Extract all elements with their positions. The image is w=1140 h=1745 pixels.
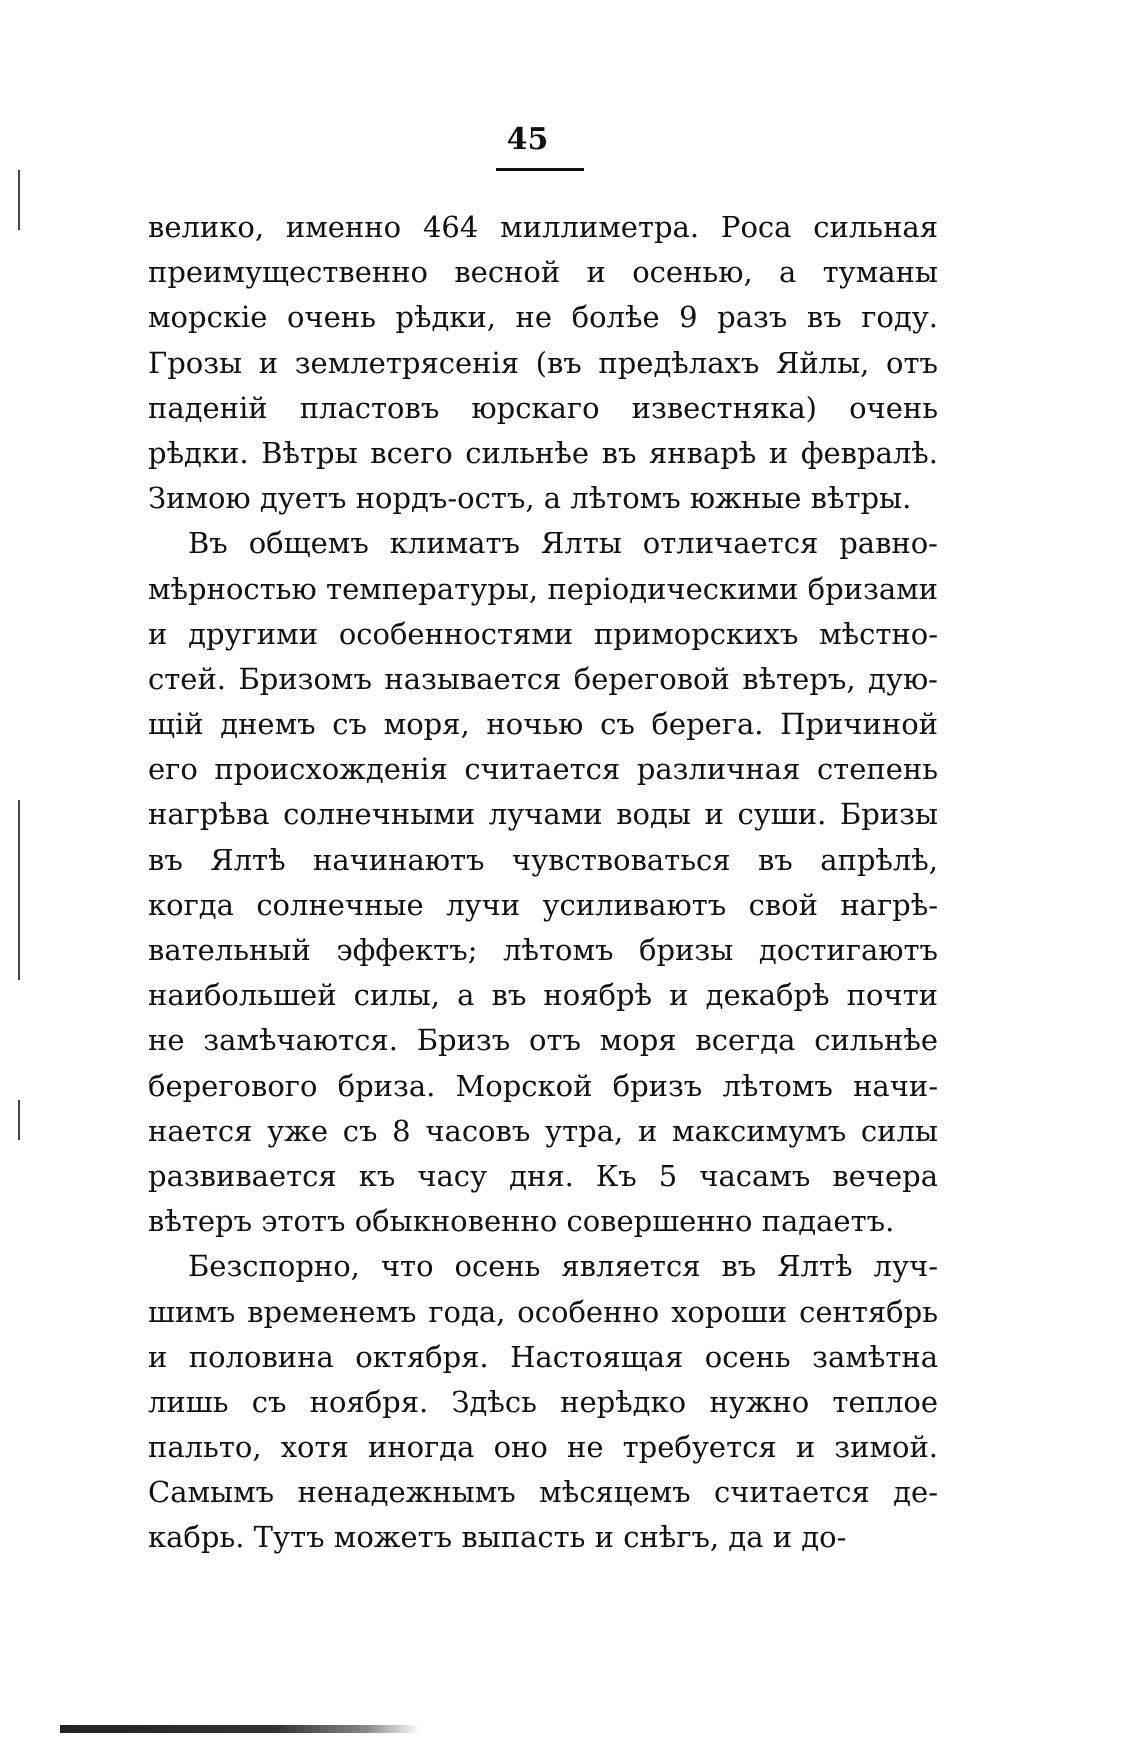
text-line: Грозы и землетрясенія (въ предѣлахъ Яйлы, отъ bbox=[148, 345, 938, 380]
text-line: преимущественно весной и осенью, а туманы bbox=[148, 255, 938, 290]
text-line: когда солнечные лучи усиливаютъ свой нагрѣ- bbox=[148, 887, 938, 922]
text-line: паденій пластовъ юрскаго известняка) очень bbox=[148, 390, 938, 425]
text-line: въ Ялтѣ начинаютъ чувствоваться въ апрѣлѣ, bbox=[148, 842, 938, 877]
scan-margin-mark bbox=[18, 800, 20, 980]
text-line: развивается къ часу дня. Къ 5 часамъ вечера bbox=[148, 1158, 938, 1193]
text-line: Зимою дуетъ нордъ-остъ, а лѣтомъ южные вѣтры. bbox=[148, 481, 912, 516]
paragraph bbox=[148, 1244, 938, 1560]
paragraph bbox=[148, 205, 938, 521]
text-line: пальто, хотя иногда оно не требуется и зимой. bbox=[148, 1430, 938, 1465]
text-line: рѣдки. Вѣтры всего сильнѣе въ январѣ и февралѣ. bbox=[148, 435, 938, 470]
text-line: вѣтеръ этотъ обыкновенно совершенно падаетъ. bbox=[148, 1204, 895, 1239]
text-line: кабрь. Тутъ можетъ выпасть и снѣгъ, да и до- bbox=[148, 1520, 847, 1555]
text-line: Безспорно, что осень является въ Ялтѣ луч- bbox=[188, 1249, 938, 1284]
text-line: морскіе очень рѣдки, не болѣе 9 разъ въ году. bbox=[148, 300, 938, 335]
text-line: Самымъ ненадежнымъ мѣсяцемъ считается де- bbox=[148, 1475, 938, 1510]
text-line: Въ общемъ климатъ Ялты отличается равно- bbox=[188, 526, 938, 561]
text-line: лишь съ ноября. Здѣсь нерѣдко нужно теплое bbox=[148, 1384, 938, 1419]
text-line: и другими особенностями приморскихъ мѣстно- bbox=[148, 616, 938, 651]
text-line: его происхожденія считается различная степень bbox=[148, 752, 938, 787]
body-text bbox=[148, 205, 938, 1561]
text-line: не замѣчаются. Бризъ отъ моря всегда сильнѣе bbox=[148, 1023, 938, 1058]
text-line: велико, именно 464 миллиметра. Роса сильная bbox=[148, 210, 938, 244]
scan-margin-mark bbox=[18, 1100, 20, 1140]
scan-margin-mark bbox=[18, 170, 20, 230]
page-number: 45 bbox=[506, 122, 549, 157]
paragraph bbox=[148, 521, 938, 1244]
text-line: нается уже съ 8 часовъ утра, и максимумъ силы bbox=[148, 1113, 938, 1148]
text-line: и половина октября. Настоящая осень замѣтна bbox=[148, 1339, 938, 1374]
text-line: мѣрностью температуры, періодическими бризами bbox=[148, 571, 938, 606]
text-line: берегового бриза. Морской бризъ лѣтомъ начи- bbox=[148, 1068, 938, 1103]
scan-bottom-edge bbox=[60, 1725, 420, 1733]
text-line: шимъ временемъ года, особенно хороши сентябрь bbox=[148, 1294, 938, 1329]
text-line: нагрѣва солнечными лучами воды и суши. Бризы bbox=[148, 797, 938, 832]
text-line: наибольшей силы, а въ ноябрѣ и декабрѣ почти bbox=[148, 978, 938, 1013]
text-line: щій днемъ съ моря, ночью съ берега. Причиной bbox=[148, 707, 938, 742]
text-line: вательный эффектъ; лѣтомъ бризы достигаютъ bbox=[148, 933, 938, 967]
text-line: стей. Бризомъ называется береговой вѣтеръ, дую- bbox=[148, 661, 938, 696]
page-number-rule bbox=[496, 168, 584, 171]
